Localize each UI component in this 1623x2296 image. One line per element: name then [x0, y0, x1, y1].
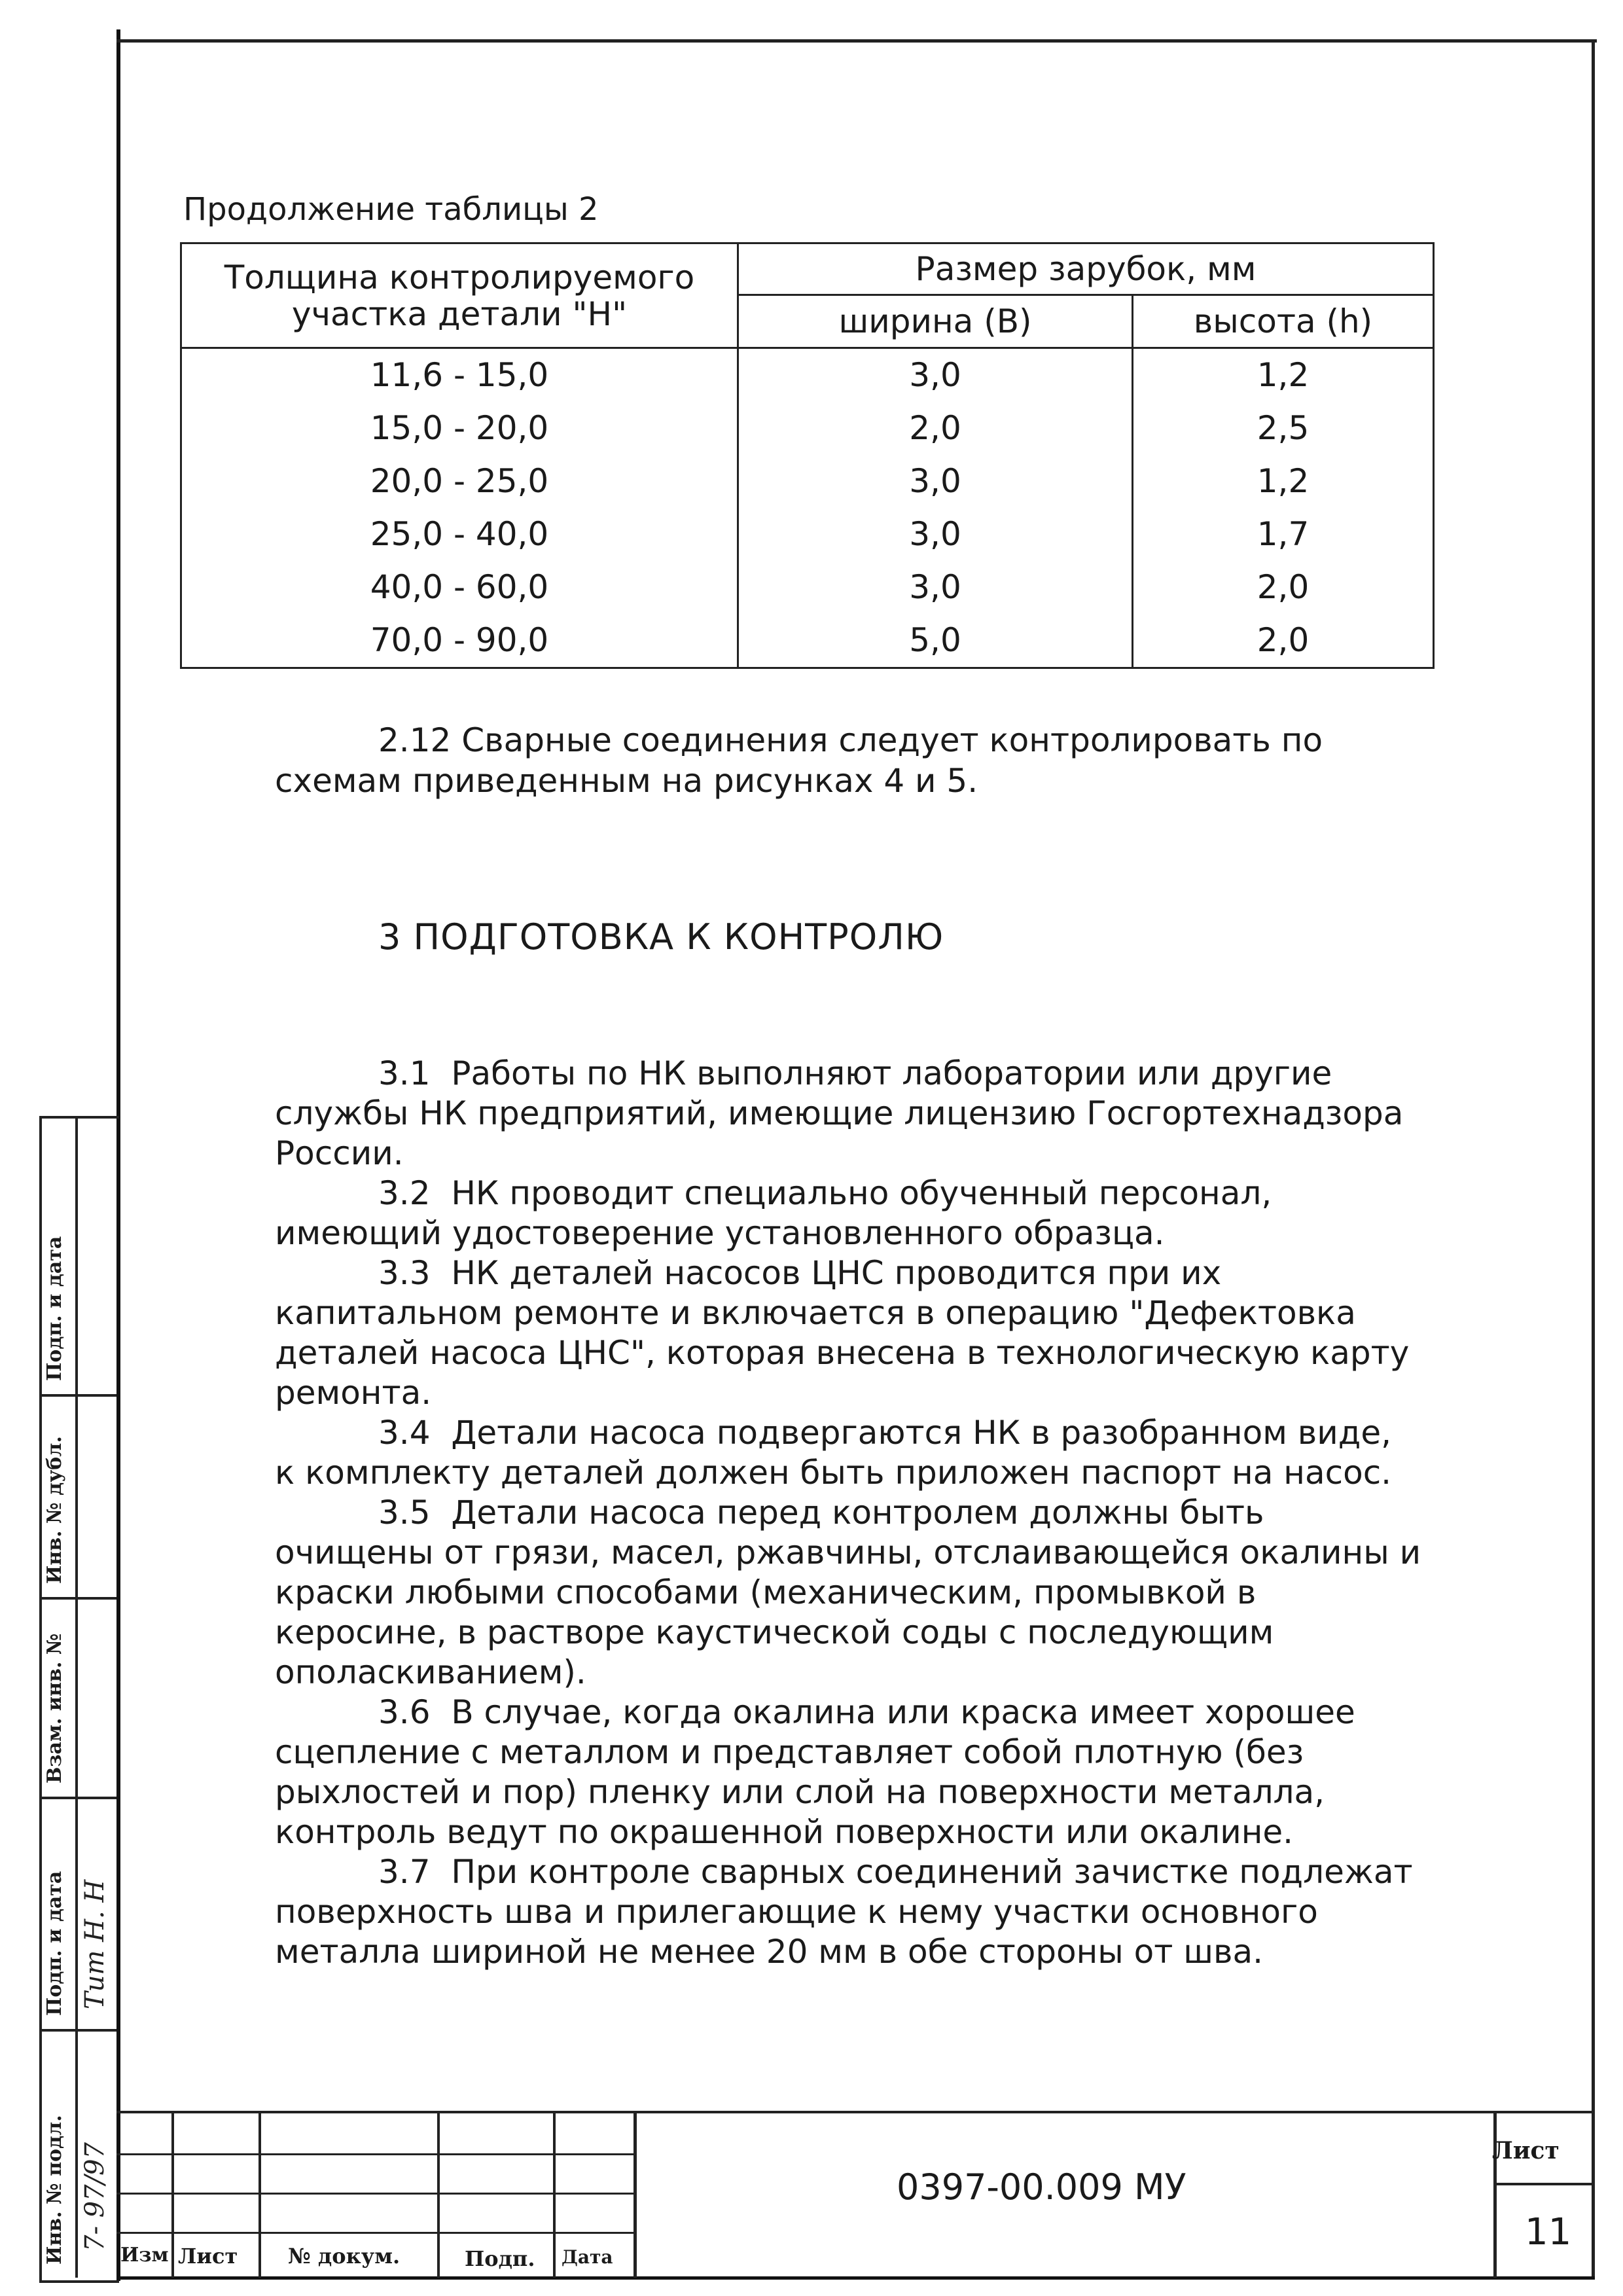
stamp-label-inv-no: Инв. № подл.	[43, 2115, 66, 2265]
cell-width-4: 3,0	[909, 515, 961, 553]
cell-height-6: 2,0	[1257, 621, 1310, 659]
item-3-2-num: 3.2	[378, 1174, 431, 1212]
title-block-col-line	[553, 2111, 556, 2278]
header-thickness	[181, 243, 738, 348]
item-3-5-line: ополаскиванием).	[275, 1653, 586, 1691]
item-3-1-line: службы НК предприятий, имеющие лицензию Госгортехнадзора	[275, 1094, 1404, 1132]
cell-height-4: 1,7	[1257, 515, 1310, 553]
item-3-5-line: краски любыми способами (механическим, промывкой в	[275, 1573, 1257, 1611]
title-block-col-line	[1493, 2111, 1497, 2278]
cell-height-5: 2,0	[1257, 568, 1310, 606]
section-3-heading: 3 ПОДГОТОВКА К КОНТРОЛЮ	[378, 916, 944, 958]
cell-width-6: 5,0	[909, 621, 961, 659]
tb-label-sign: Подп.	[465, 2246, 535, 2271]
cell-width-1: 3,0	[909, 356, 961, 394]
item-3-4-line: Детали насоса подвергаются НК в разобранном виде,	[451, 1414, 1391, 1452]
item-3-1	[275, 1054, 1427, 1174]
para-2-12-line1: 2.12 Сварные соединения следует контролировать по	[378, 721, 1323, 759]
item-3-3-line: НК деталей насосов ЦНС проводится при их	[451, 1254, 1222, 1292]
sheet-label: Лист	[1492, 2137, 1560, 2164]
item-3-3-num: 3.3	[378, 1254, 431, 1292]
cell-thickness-2: 15,0 - 20,0	[370, 409, 549, 447]
stamp-label-replace-inv: Взам. инв. №	[43, 1633, 66, 1784]
title-block-col-line	[633, 2111, 637, 2278]
cell-thickness-1: 11,6 - 15,0	[370, 356, 549, 394]
stamp-label-sign-date-1: Подп. и дата	[43, 1871, 66, 2016]
column-width	[738, 348, 1133, 668]
item-3-3	[275, 1253, 1427, 1413]
cell-thickness-5: 40,0 - 60,0	[370, 568, 549, 606]
item-3-6-line: рыхлостей и пор) пленку или слой на поверхности металла,	[275, 1773, 1325, 1811]
item-3-3-line: деталей насоса ЦНС", которая внесена в технологическую карту	[275, 1334, 1410, 1372]
frame-top-border	[116, 39, 1597, 43]
cell-width-5: 3,0	[909, 568, 961, 606]
item-3-1-line: России.	[275, 1134, 404, 1172]
handwritten-date: 7- 97/97	[80, 2142, 110, 2251]
side-stamp-row-line	[39, 1394, 116, 1397]
item-3-5-line: Детали насоса перед контролем должны быть	[451, 1494, 1264, 1532]
item-3-4-num: 3.4	[378, 1414, 431, 1452]
side-stamp-divider	[75, 1116, 78, 2278]
tb-label-sheet: Лист	[178, 2244, 238, 2269]
item-3-6-line: контроль ведут по окрашенной поверхности или окалине.	[275, 1813, 1294, 1851]
stamp-label-sign-date-2: Подп. и дата	[43, 1236, 66, 1381]
item-3-2	[275, 1174, 1427, 1253]
cell-width-2: 2,0	[909, 409, 961, 447]
side-stamp-row-line	[39, 1797, 116, 1799]
item-3-4	[275, 1413, 1427, 1493]
item-3-5-line: керосине, в растворе каустической соды с последующим	[275, 1613, 1274, 1651]
frame-right-border	[1592, 39, 1595, 2278]
handwritten-signature: Тит Н. Н	[80, 1879, 110, 2009]
item-3-4-line: к комплекту деталей должен быть приложен паспорт на насос.	[275, 1454, 1392, 1492]
cell-thickness-3: 20,0 - 25,0	[370, 462, 549, 500]
cell-thickness-6: 70,0 - 90,0	[370, 621, 549, 659]
table-caption: Продолжение таблицы 2	[183, 191, 599, 228]
side-stamp-row-line	[39, 1597, 116, 1600]
title-block-row-line	[116, 2193, 633, 2195]
item-3-3-line: капитальном ремонте и включается в операцию "Дефектовка	[275, 1294, 1356, 1332]
item-3-7	[275, 1852, 1427, 1972]
cell-thickness-4: 25,0 - 40,0	[370, 515, 549, 553]
item-3-5-num: 3.5	[378, 1494, 431, 1532]
header-width: ширина (В)	[738, 295, 1133, 348]
item-3-7-line: металла шириной не менее 20 мм в обе стороны от шва.	[275, 1933, 1264, 1971]
thickness-notch-table	[180, 242, 1435, 669]
cell-height-2: 2,5	[1257, 409, 1310, 447]
frame-bottom-border	[116, 2276, 1595, 2280]
item-3-6	[275, 1693, 1427, 1852]
side-stamp-row-line	[39, 2029, 116, 2032]
cell-height-1: 1,2	[1257, 356, 1310, 394]
item-3-5-line: очищены от грязи, масел, ржавчины, отслаивающейся окалины и	[275, 1534, 1421, 1571]
tb-label-change: Изм	[120, 2244, 169, 2267]
item-3-7-num: 3.7	[378, 1853, 431, 1891]
title-block-top-line	[116, 2111, 1595, 2113]
header-thickness-line1: Толщина контролируемого	[224, 258, 695, 296]
header-height: высота (h)	[1133, 295, 1434, 348]
cell-height-3: 1,2	[1257, 462, 1310, 500]
stamp-label-dup-inv: Инв. № дубл.	[43, 1436, 66, 1584]
cell-width-3: 3,0	[909, 462, 961, 500]
para-2-12-line2: схемам приведенным на рисунках 4 и 5.	[275, 762, 978, 800]
title-block-row-line	[116, 2153, 633, 2155]
item-3-6-num: 3.6	[378, 1693, 431, 1731]
title-block-col-line	[171, 2111, 174, 2278]
item-3-2-line: НК проводит специально обученный персонал,	[451, 1174, 1272, 1212]
title-block-row-line	[1493, 2183, 1595, 2185]
item-3-7-line: поверхность шва и прилегающие к нему участки основного	[275, 1893, 1318, 1931]
item-3-6-line: сцепление с металлом и представляет собой плотную (без	[275, 1733, 1304, 1771]
tb-label-date: Дата	[562, 2246, 613, 2268]
column-height	[1133, 348, 1434, 668]
title-block-col-line	[259, 2111, 261, 2278]
item-3-1-num: 3.1	[378, 1054, 431, 1092]
title-block-col-line	[437, 2111, 440, 2278]
item-3-6-line: В случае, когда окалина или краска имеет хорошее	[451, 1693, 1355, 1731]
document-number: 0397-00.009 МУ	[897, 2166, 1186, 2208]
tb-label-doc-no: № докум.	[288, 2244, 401, 2269]
item-3-2-line: имеющий удостоверение установленного образца.	[275, 1214, 1165, 1252]
item-3-7-line: При контроле сварных соединений зачистке подлежат	[451, 1853, 1413, 1891]
item-3-3-line: ремонта.	[275, 1374, 432, 1412]
header-thickness-line2: участка детали "Н"	[291, 295, 628, 333]
item-3-1-line: Работы по НК выполняют лаборатории или другие	[451, 1054, 1332, 1092]
column-thickness	[181, 348, 738, 668]
sheet-number: 11	[1525, 2211, 1572, 2253]
item-3-5	[275, 1493, 1427, 1693]
title-block-row-line	[116, 2232, 633, 2234]
header-notch-size: Размер зарубок, мм	[738, 243, 1434, 295]
